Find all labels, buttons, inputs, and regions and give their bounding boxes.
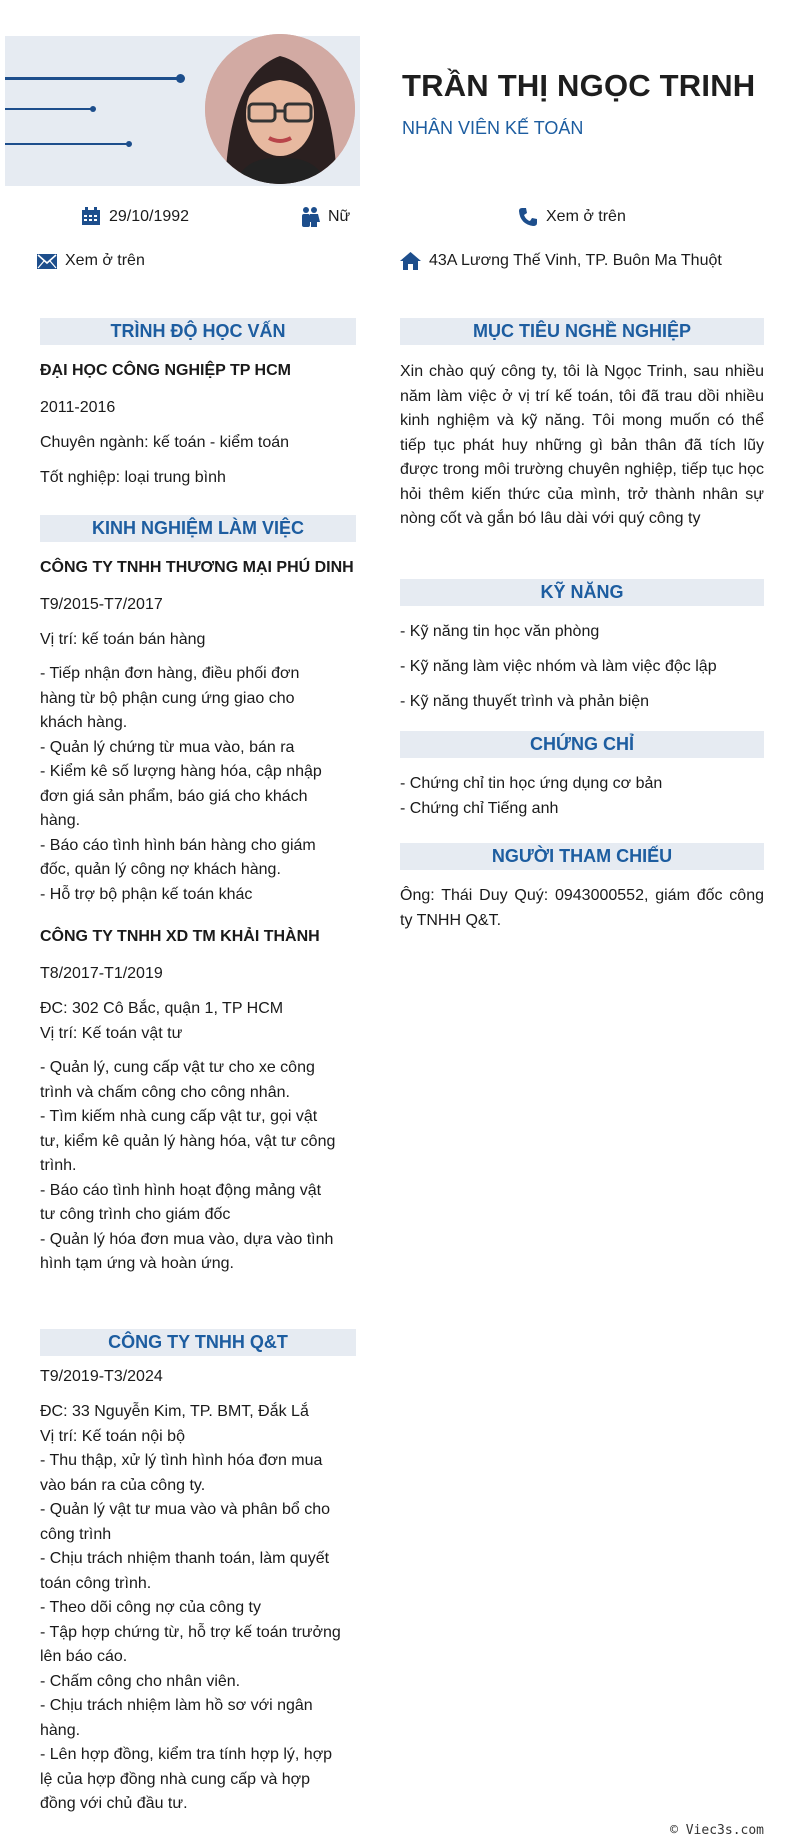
job3-details — [40, 1400, 356, 1817]
job2-period: T8/2017-T1/2019 — [40, 965, 163, 982]
duty-line: hàng. — [40, 1721, 81, 1739]
job3-company: CÔNG TY TNHH Q&T — [40, 1329, 356, 1356]
job3-address: ĐC: 33 Nguyễn Kim, TP. BMT, Đắk Lắ — [40, 1403, 309, 1420]
duty-line: - Tìm kiếm nhà cung cấp vật tư, gọi vật — [40, 1108, 318, 1125]
calendar-icon — [81, 207, 101, 226]
job2-address: ĐC: 302 Cô Bắc, quận 1, TP HCM — [40, 1000, 284, 1017]
school-name: ĐẠI HỌC CÔNG NGHIỆP TP HCM — [40, 362, 291, 379]
duty-line: lên báo cáo. — [40, 1648, 128, 1665]
job2-position: Vị trí: Kế toán vật tư — [40, 1024, 183, 1042]
experience-title: KINH NGHIỆM LÀM VIỆC — [40, 515, 356, 542]
phone-value: Xem ở trên — [546, 208, 626, 225]
job3-period: T9/2019-T3/2024 — [40, 1368, 163, 1385]
decor-dot-3 — [126, 141, 132, 147]
duty-line: - Chịu trách nhiệm thanh toán, làm quyết — [40, 1550, 330, 1567]
duty-line: đồng với chủ đầu tư. — [40, 1795, 188, 1812]
job1-company: CÔNG TY TNHH THƯƠNG MẠI PHÚ DINH — [40, 559, 354, 576]
watermark: © Viec3s.com — [670, 1823, 764, 1838]
decor-line-3 — [5, 143, 129, 145]
job2-company: CÔNG TY TNHH XD TM KHẢI THÀNH — [40, 928, 320, 945]
birthdate-info — [81, 207, 189, 226]
email-info — [37, 252, 145, 270]
duty-line: vào bán ra của công ty. — [40, 1476, 206, 1494]
duty-line: - Quản lý, cung cấp vật tư cho xe công — [40, 1059, 315, 1076]
duty-line: đốc, quản lý công nợ khách hàng. — [40, 861, 281, 878]
skill-item: - Kỹ năng tin học văn phòng — [400, 623, 600, 640]
certificates-title: CHỨNG CHỈ — [400, 731, 764, 758]
job-title: NHÂN VIÊN KẾ TOÁN — [402, 118, 584, 138]
gender-info — [300, 207, 350, 227]
duty-line: hình tạm ứng và hoàn ứng. — [40, 1255, 234, 1272]
decor-line-2 — [5, 108, 93, 110]
duty-line: toán công trình. — [40, 1574, 152, 1592]
duty-line: hàng từ bộ phận cung ứng giao cho — [40, 689, 295, 707]
email-icon — [37, 254, 57, 269]
duty-line: đơn giá sản phẩm, báo giá cho khách — [40, 787, 308, 805]
job2-meta — [40, 997, 356, 1046]
duty-line: - Thu thập, xử lý tình hình hóa đơn mua — [40, 1452, 323, 1469]
decor-dot-1 — [176, 74, 185, 83]
references-text: Ông: Thái Duy Quý: 0943000552, giám đốc công ty TNHH Q&T. — [400, 887, 764, 929]
duty-line: - Báo cáo tình hình hoạt động mảng vật — [40, 1181, 322, 1199]
duty-line: khách hàng. — [40, 714, 128, 731]
duty-line: tư, kiểm kê quản lý hàng hóa, vật tư công — [40, 1132, 336, 1150]
duty-line: - Tập hợp chứng từ, hỗ trợ kế toán trưởng — [40, 1623, 341, 1641]
phone-info — [518, 207, 626, 227]
objective-title: MỤC TIÊU NGHỀ NGHIỆP — [400, 318, 764, 345]
gender-icon — [300, 207, 320, 227]
certificate-item: - Chứng chỉ Tiếng anh — [400, 799, 559, 817]
duty-line: - Chấm công cho nhân viên. — [40, 1672, 241, 1690]
profile-photo — [205, 34, 355, 184]
address-info — [400, 252, 722, 270]
certificates-list — [400, 772, 764, 821]
education-title: TRÌNH ĐỘ HỌC VẤN — [40, 318, 356, 345]
duty-line: - Quản lý vật tư mua vào và phân bổ cho — [40, 1501, 330, 1518]
duty-line: - Lên hợp đồng, kiểm tra tính hợp lý, hợp — [40, 1746, 333, 1763]
education-major: Chuyên ngành: kế toán - kiểm toán — [40, 434, 290, 451]
job2-duties — [40, 1056, 356, 1277]
objective-text: Xin chào quý công ty, tôi là Ngọc Trinh, sau nhiều năm làm việc ở vị trí kế toán, tôi đã trau dồi nhiều kinh nghiệm và kỹ năng. Tôi mong muốn có thể tiếp tục phát huy những gì bản thân đã tích lũy được trong môi trường chuyên nghiệp, tiếp tục học hỏi thêm kiến thức của mình, trở thành nhân sự nòng cốt và gắn bó lâu dài với quý công ty — [400, 363, 764, 527]
duty-line: lệ của hợp đồng nhà cung cấp và hợp — [40, 1770, 311, 1788]
education-graduation: Tốt nghiệp: loại trung bình — [40, 469, 226, 486]
duty-line: trình. — [40, 1157, 77, 1174]
home-icon — [400, 252, 421, 270]
duty-line: công trình — [40, 1525, 112, 1543]
skill-item: - Kỹ năng làm việc nhóm và làm việc độc lập — [400, 658, 717, 675]
references-title: NGƯỜI THAM CHIẾU — [400, 843, 764, 870]
email-value: Xem ở trên — [65, 252, 145, 269]
job1-period: T9/2015-T7/2017 — [40, 596, 163, 613]
education-years: 2011-2016 — [40, 399, 116, 416]
job1-position: Vị trí: kế toán bán hàng — [40, 631, 206, 648]
duty-line: - Quản lý hóa đơn mua vào, dựa vào tình — [40, 1230, 334, 1248]
duty-line: - Tiếp nhận đơn hàng, điều phối đơn — [40, 665, 300, 682]
job1-duties — [40, 662, 356, 907]
duty-line: trình và chấm công cho công nhân. — [40, 1083, 290, 1101]
birthdate-value: 29/10/1992 — [109, 207, 190, 225]
gender-value: Nữ — [328, 208, 351, 225]
skills-title: KỸ NĂNG — [400, 579, 764, 606]
duty-line: - Hỗ trợ bộ phận kế toán khác — [40, 885, 253, 903]
decor-dot-2 — [90, 106, 96, 112]
job3-position: Vị trí: Kế toán nội bộ — [40, 1427, 185, 1445]
duty-line: - Kiểm kê số lượng hàng hóa, cập nhập — [40, 763, 322, 780]
duty-line: tư công trình cho giám đốc — [40, 1206, 231, 1223]
duty-line: - Quản lý chứng từ mua vào, bán ra — [40, 738, 295, 756]
decor-line-1 — [5, 77, 181, 80]
candidate-name: TRẦN THỊ NGỌC TRINH — [402, 68, 756, 103]
duty-line: - Chịu trách nhiệm làm hồ sơ với ngân — [40, 1697, 313, 1714]
duty-line: - Báo cáo tình hình bán hàng cho giám — [40, 836, 316, 854]
duty-line: hàng. — [40, 812, 81, 829]
duty-line: - Theo dõi công nợ của công ty — [40, 1599, 261, 1616]
phone-icon — [518, 207, 538, 227]
address-value: 43A Lương Thế Vinh, TP. Buôn Ma Thuột — [429, 252, 722, 269]
certificate-item: - Chứng chỉ tin học ứng dụng cơ bản — [400, 775, 663, 792]
skill-item: - Kỹ năng thuyết trình và phản biện — [400, 693, 650, 710]
